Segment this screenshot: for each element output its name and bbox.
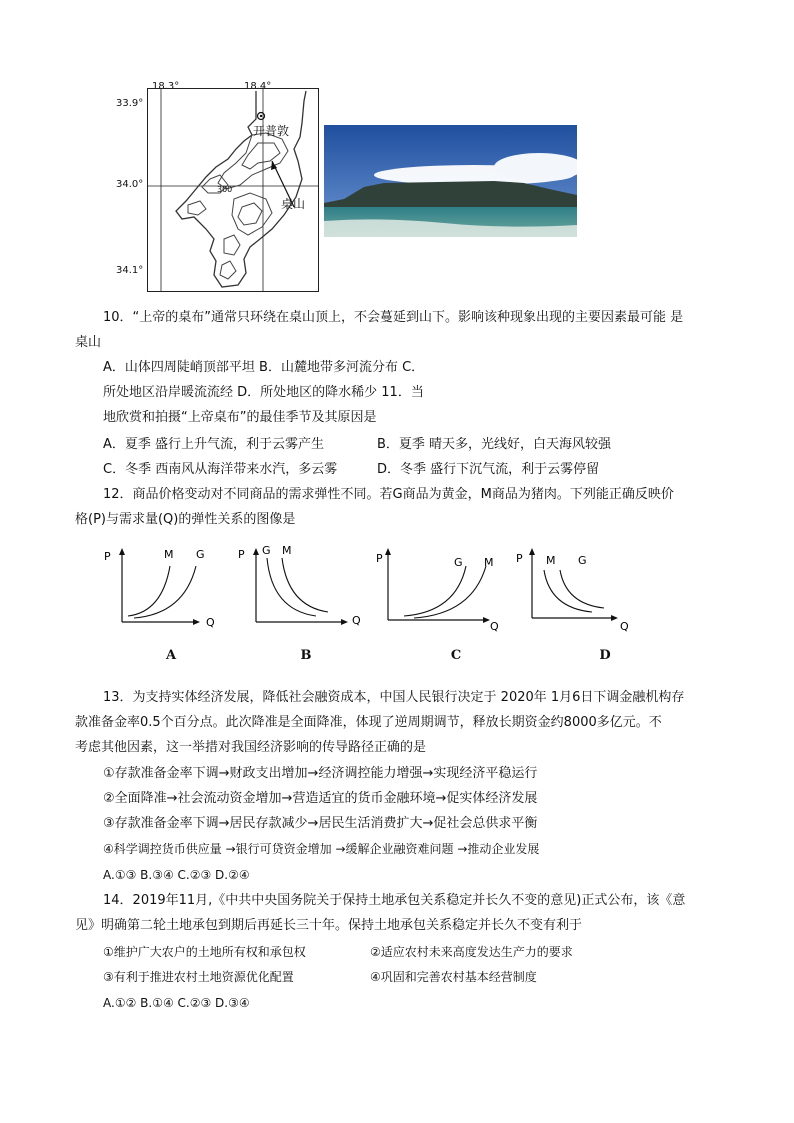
q13-choices: A.①③ B.③④ C.②③ D.②④	[103, 868, 250, 882]
q10-line1: 10．“上帝的桌布”通常只环绕在桌山顶上，不会蔓延到山下。影响该种现象出现的主要因素最可能 是	[103, 310, 684, 325]
graph-letter-d: D	[599, 648, 611, 663]
table-mountain-photo	[324, 125, 577, 237]
graph-c-m-label: M	[484, 556, 494, 569]
q11-line1: 地欣赏和拍摄“上帝桌布”的最佳季节及其原因是	[103, 410, 377, 425]
lon-label-18-3: 18.3°	[152, 81, 180, 92]
q11-option-a: A．夏季 盛行上升气流，利于云雾产生	[103, 437, 325, 452]
graph-b-m-label: M	[282, 544, 292, 557]
q14-option-3: ③有利于推进农村土地资源优化配置	[103, 970, 294, 984]
q13-line2: 款准备金率0.5个百分点。此次降准是全面降准，体现了逆周期调节，释放长期资金约8000多亿元。不	[75, 715, 662, 730]
graph-d-g-label: G	[578, 554, 587, 567]
graph-d-q-label: Q	[620, 620, 629, 633]
lat-label-33-9: 33.9°	[116, 98, 144, 109]
graph-c	[374, 542, 514, 637]
city-label: 开普敦	[253, 124, 290, 138]
q14-option-1: ①维护广大农户的土地所有权和承包权	[103, 945, 306, 959]
graph-c-p-label: P	[376, 552, 383, 565]
q12-line2: 格(P)与需求量(Q)的弹性关系的图像是	[75, 512, 296, 527]
q11-option-c: C．冬季 西南风从海洋带来水汽，多云雾	[103, 462, 338, 477]
graph-c-q-label: Q	[490, 620, 499, 633]
q13-option-1: ①存款准备金率下调→财政支出增加→经济调控能力增强→实现经济平稳运行	[103, 766, 538, 781]
graph-b-g-label: G	[262, 544, 271, 557]
graph-letter-a: A	[165, 648, 177, 663]
graph-d	[514, 542, 644, 637]
q13-option-4: ④科学调控货币供应量 →银行可贷资金增加 →缓解企业融资难问题 →推动企业发展	[103, 842, 540, 856]
graph-b	[236, 540, 366, 635]
graph-a-g-label: G	[196, 548, 205, 561]
q14-line1: 14．2019年11月,《中共中央国务院关于保持土地承包关系稳定并长久不变的意见)正式公布，该《意	[103, 893, 686, 908]
graph-a-m-label: M	[164, 548, 174, 561]
q14-line2: 见》明确第二轮土地承包到期后再延长三十年。保持土地承包关系稳定并长久不变有利于	[75, 918, 583, 933]
graph-c-g-label: G	[454, 556, 463, 569]
q13-line1: 13．为支持实体经济发展，降低社会融资成本，中国人民银行决定于 2020年 1月6日下调金融机构存	[103, 690, 685, 705]
map-drawing	[148, 89, 318, 291]
lat-label-34-0: 34.0°	[116, 179, 144, 190]
q11-option-d: D．冬季 盛行下沉气流，利于云雾停留	[377, 462, 600, 477]
graph-d-p-label: P	[516, 552, 523, 565]
graph-a-p-label: P	[104, 550, 111, 563]
q14-option-2: ②适应农村未来高度发达生产力的要求	[370, 945, 573, 959]
graph-letter-b: B	[300, 648, 312, 663]
graph-a	[100, 542, 230, 637]
graph-letter-c: C	[450, 648, 462, 663]
q11-option-b: B．夏季 晴天多，光线好，白天海风较强	[377, 437, 612, 452]
graph-d-m-label: M	[546, 554, 556, 567]
q14-option-4: ④巩固和完善农村基本经营制度	[370, 970, 537, 984]
cape-town-map	[147, 88, 319, 292]
q10-line3: A．山体四周陡峭顶部平坦 B．山麓地带多河流分布 C．	[103, 360, 425, 375]
q14-choices: A.①② B.①④ C.②③ D.③④	[103, 996, 250, 1010]
lat-label-34-1: 34.1°	[116, 265, 144, 276]
q12-line1: 12．商品价格变动对不同商品的需求弹性不同。若G商品为黄金，M商品为猪肉。下列能正确反映价	[103, 487, 674, 502]
q13-line3: 考虑其他因素，这一举措对我国经济影响的传导路径正确的是	[75, 740, 427, 755]
q10-line4: 所处地区沿岸暖流流经 D．所处地区的降水稀少 11．当	[103, 385, 424, 400]
graph-b-q-label: Q	[352, 614, 361, 627]
q10-line2: 桌山	[75, 335, 102, 350]
graph-a-q-label: Q	[206, 616, 215, 629]
contour-label: 300	[217, 185, 233, 194]
q13-option-2: ②全面降准→社会流动资金增加→营造适宜的货币金融环境→促实体经济发展	[103, 791, 538, 806]
mountain-label: 桌山	[281, 197, 306, 211]
lon-label-18-4: 18.4°	[244, 81, 272, 92]
graph-b-p-label: P	[238, 548, 245, 561]
q13-option-3: ③存款准备金率下调→居民存款减少→居民生活消费扩大→促社会总供求平衡	[103, 816, 538, 831]
